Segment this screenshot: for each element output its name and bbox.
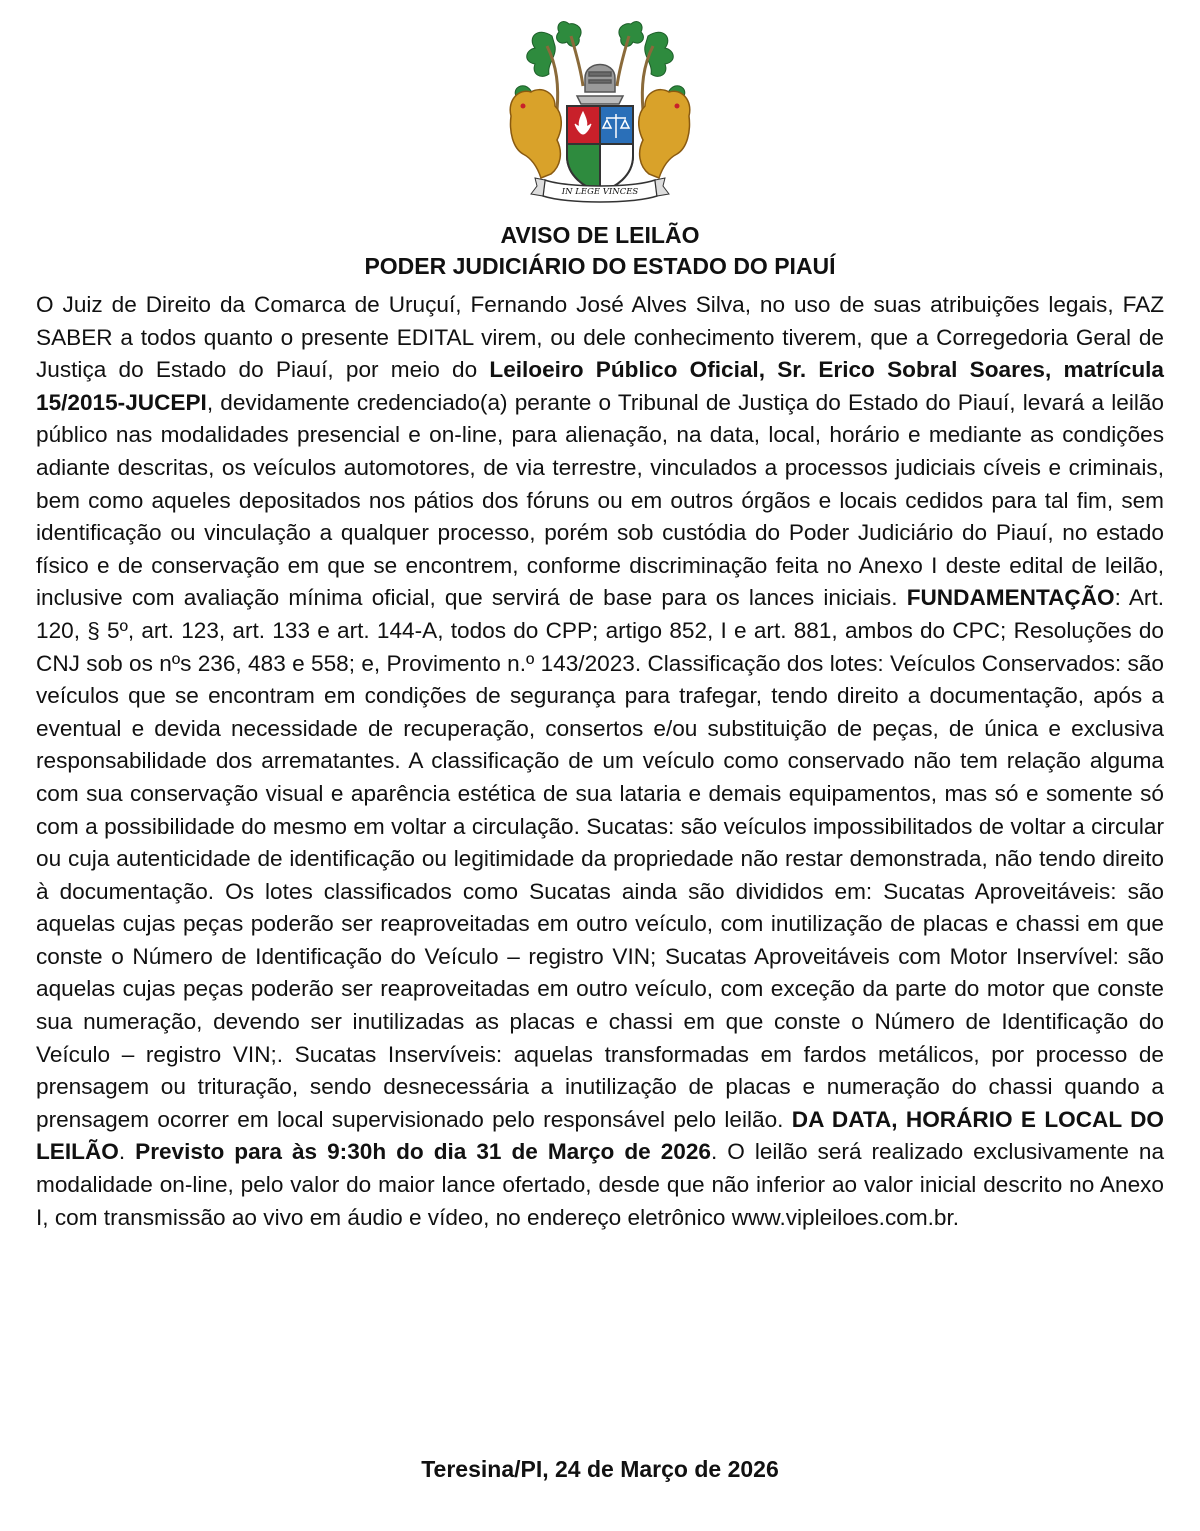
auction-schedule: Previsto para às 9:30h do dia 31 de Março de 2026 (135, 1139, 711, 1165)
auctioneer-name: Leiloeiro Público Oficial, Sr. Erico Sobral Soares, matrícula 15/2015-JUCEPI (36, 357, 1164, 415)
document-subtitle: PODER JUDICIÁRIO DO ESTADO DO PIAUÍ (364, 253, 836, 279)
header (0, 220, 1200, 282)
place-and-date: Teresina/PI, 24 de Março de 2026 (421, 1456, 779, 1482)
body-text-3: : Art. 120, § 5º, art. 123, art. 133 e art. 144-A, todos do CPP; artigo 852, I e art. 881, ambos do CPC; Resoluções do CNJ sob os nºs 236, 483 e 558; e, Provimento n.º 143/2023. Classificação dos lotes: Veículos Conservados: são veículos que se encontram em condições de segurança para trafegar, tendo direito a documentação, após a eventual e devida necessidade de recuperação, consertos e/ou substituição de peças, de única e exclusiva responsabilidade dos arrematantes. A classificação de um veículo como conservado não tem relação alguma com sua conservação visual e aparência estética de sua lataria e demais equipamentos, mas só e somente só com a possibilidade do mesmo em voltar a circulação. Sucatas: são veículos impossibilitados de voltar a circular ou cuja autenticidade de identificação ou legitimidade da propriedade não restar demonstrada, não tendo direito à documentação. Os lotes classificados como Sucatas ainda são divididos em: Sucatas Aproveitáveis: são aquelas cujas peças poderão ser reaproveitadas em outro veículo, com inutilização de placas e chassi em que conste o Número de Identificação do Veículo – registro VIN; Sucatas Aproveitáveis com Motor Inservível: são aquelas cujas peças poderão ser reaproveitadas em outro veículo, com exceção da parte do motor que conste sua numeração, devendo ser inutilizadas as placas e chassi em que conste o Número de Identificação do Veículo – registro VIN;. Sucatas Inservíveis: aquelas transformadas em fardos metálicos, por processo de prensagem ou trituração, sendo desnecessária a inutilização de placas e numeração do chassi quando a prensagem ocorrer em local supervisionado pelo responsável pelo leilão. (36, 585, 1164, 1132)
body-text-4: . (118, 1139, 136, 1165)
fundamentacao-label: FUNDAMENTAÇÃO (906, 585, 1115, 611)
date-section-label: DA DATA, HORÁRIO E LOCAL DO LEILÃO (36, 1106, 1164, 1165)
body-text-5: . O leilão será realizado exclusivamente na modalidade on-line, pelo valor do maior lance ofertado, desde que não inferior ao valor inicial descrito no Anexo I, com transmissão ao vivo em áudio e vídeo, no endereço eletrônico www.vipleiloes.com.br. (36, 1139, 1165, 1230)
body-text-2: , devidamente credenciado(a) perante o Tribunal de Justiça do Estado do Piauí, levará a leilão público nas modalidades presencial e on-line, para alienação, na data, local, horário e mediante as condições adiante descritas, os veículos automotores, de via terrestre, vinculados a processos judiciais cíveis e criminais, bem como aqueles depositados nos pátios dos fóruns ou em outros órgãos e locais cedidos para tal fim, sem identificação ou vinculação a qualquer processo, porém sob custódia do Poder Judiciário do Piauí, no estado físico e de conservação em que se encontrem, conforme discriminação feita no Anexo I deste edital de leilão, inclusive com avaliação mínima oficial, que servirá de base para os lances iniciais. (36, 389, 1164, 611)
emblem-motto: IN LEGE VINCES (561, 187, 639, 197)
notice-body (36, 289, 1164, 1234)
document-title: AVISO DE LEILÃO (500, 222, 700, 248)
body-text-1: O Juiz de Direito da Comarca de Uruçuí, Fernando José Alves Silva, no uso de suas atribuições legais, FAZ SABER a todos quanto o presente EDITAL virem, ou dele conhecimento tiverem, que a Corregedoria Geral de Justiça do Estado do Piauí, por meio do (36, 292, 1164, 383)
coat-of-arms-emblem (497, 16, 703, 212)
